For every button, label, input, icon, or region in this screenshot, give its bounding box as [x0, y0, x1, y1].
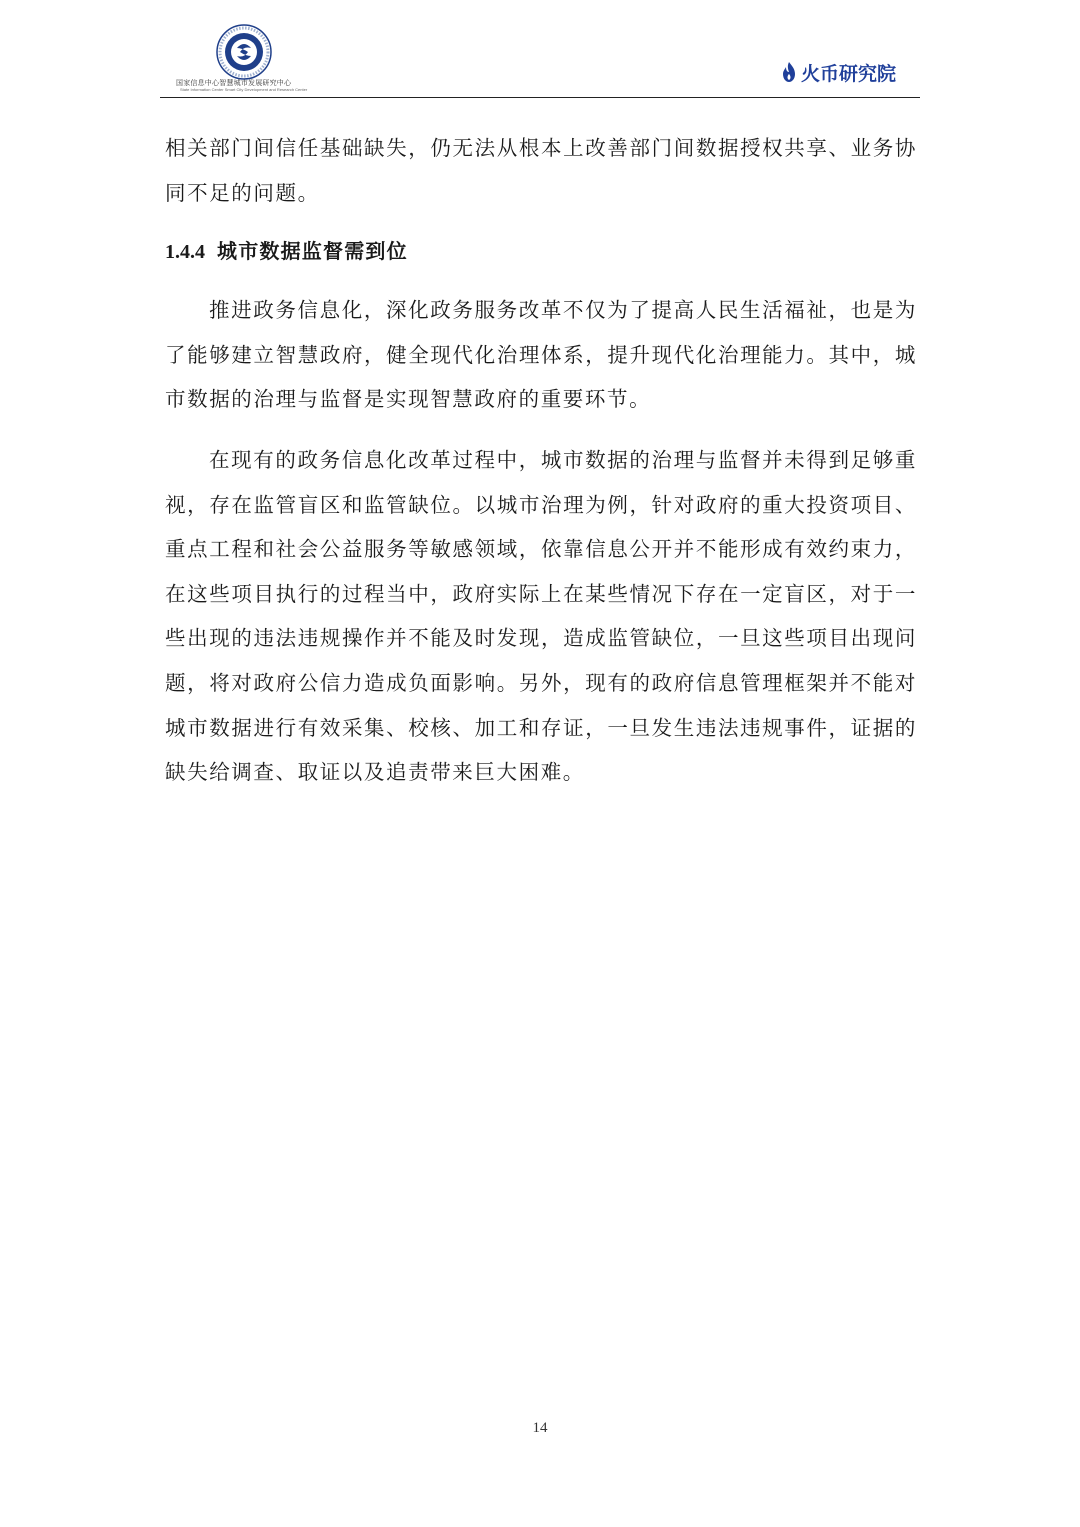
section-title: 城市数据监督需到位 — [217, 239, 408, 264]
page-content — [165, 126, 917, 795]
emblem-icon — [216, 24, 272, 80]
huobi-research-logo — [781, 58, 896, 86]
logo-caption-en: State Information Center Smart City Development and Research Center — [180, 87, 308, 92]
header-divider — [160, 97, 920, 98]
logo-caption-cn: 国家信息中心智慧城市发展研究中心 — [176, 79, 292, 87]
brand-name: 火币研究院 — [800, 62, 896, 85]
section-heading — [165, 229, 917, 274]
flame-icon — [781, 61, 797, 83]
page-number: 14 — [532, 1420, 548, 1436]
page-header — [160, 20, 920, 98]
continuation-paragraph: 相关部门间信任基础缺失，仍无法从根本上改善部门间数据授权共享、业务协同不足的问题。 — [165, 136, 917, 205]
state-info-center-logo — [160, 20, 320, 96]
body-paragraph: 在现有的政务信息化改革过程中，城市数据的治理与监督并未得到足够重视，存在监管盲区和监管缺位。以城市治理为例，针对政府的重大投资项目、重点工程和社会公益服务等敏感领域，依靠信息公开并不能形成有效约束力，在这些项目执行的过程当中，政府实际上在某些情况下存在一定盲区，对于一些出现的违法违规操作并不能及时发现，造成监管缺位，一旦这些项目出现问题，将对政府公信力造成负面影响。另外，现有的政府信息管理框架并不能对城市数据进行有效采集、校核、加工和存证，一旦发生违法违规事件，证据的缺失给调查、取证以及追责带来巨大困难。 — [165, 447, 917, 785]
section-number: 1.4.4 — [165, 241, 205, 264]
body-paragraph: 推进政务信息化，深化政务服务改革不仅为了提高人民生活福祉，也是为了能够建立智慧政府，健全现代化治理体系，提升现代化治理能力。其中，城市数据的治理与监督是实现智慧政府的重要环节。 — [165, 298, 917, 412]
